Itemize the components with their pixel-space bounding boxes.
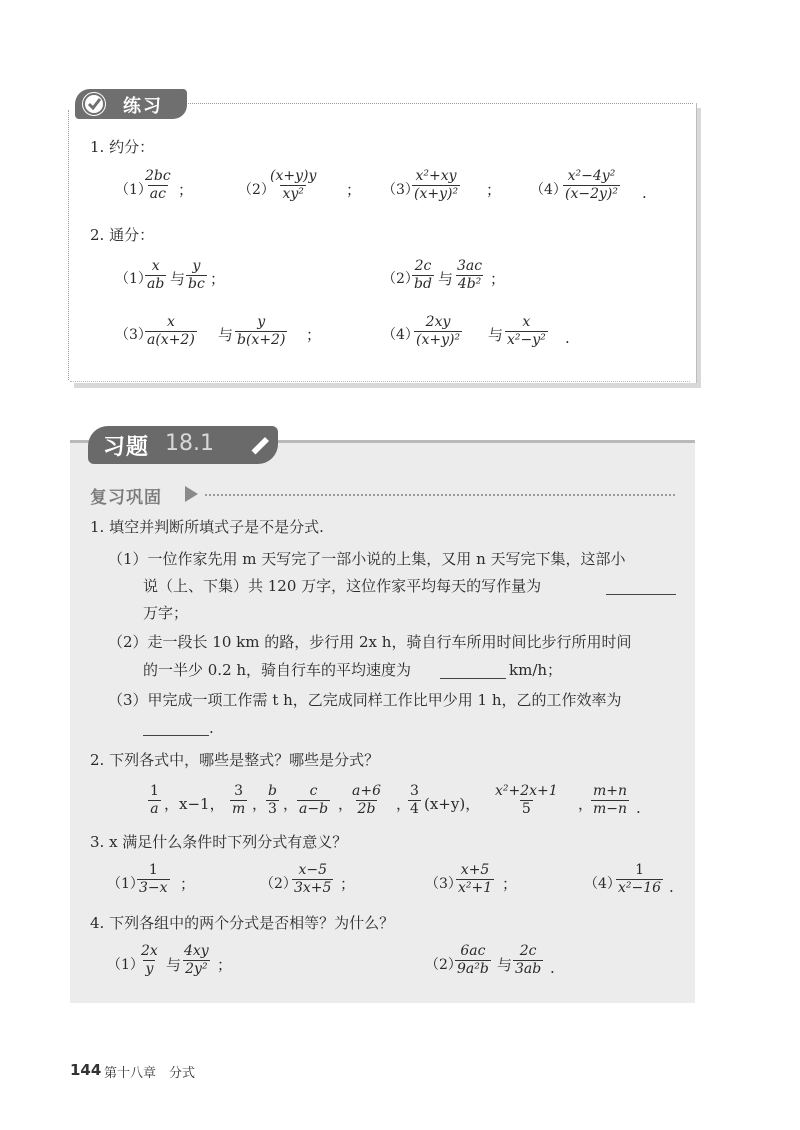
exercise-q1-1-line2: 说（上、下集）共 120 万字，这位作家平均每天的写作量为 — [143, 577, 542, 595]
practice-q2-item-2-label: （2） — [382, 271, 419, 287]
exercise-q1-1-line1: （1）一位作家先用 m 天写完了一部小说的上集，又用 n 天写完下集，这部小 — [108, 550, 626, 568]
q3-item-4-fraction: $\frac{1}{\text{x²−16}}$ — [618, 862, 662, 896]
page-number: 144 — [70, 1061, 102, 1079]
practice-q1-item-3-fraction: $\frac{\text{x²+xy}}{\text{(x+y)²}}$ — [414, 168, 459, 202]
q2-expr-3: $\frac{3}{m}$ — [232, 783, 246, 817]
q4-item-2-label: （2） — [425, 957, 462, 973]
exercise-q1-2-line2b: km/h； — [509, 661, 563, 679]
practice-q2-stem: 2. 通分： — [90, 226, 155, 244]
exercise-q1-stem: 1. 填空并判断所填式子是不是分式. — [90, 518, 324, 536]
practice-box-left-border — [68, 110, 69, 380]
q4-item-1-joiner: 与 — [166, 956, 182, 974]
exercise-q4-stem: 4. 下列各组中的两个分式是否相等？为什么？ — [90, 914, 395, 932]
practice-q1-item-4-tail: . — [642, 184, 647, 202]
section-dotted-rule — [205, 494, 675, 496]
practice-q2-item-3-fraction-b: $\frac{y}{b(x+2)}$ — [237, 314, 286, 348]
practice-q2-item-2-tail: ； — [490, 270, 506, 288]
q2-comma-4: ， — [396, 795, 412, 813]
q3-item-2-fraction: $\frac{x-5}{3x+5}$ — [294, 862, 332, 896]
exercise-number: 18.1 — [165, 431, 214, 456]
q2-expr-8: $\frac{\text{x²+2x+1}}{5}$ — [495, 783, 558, 817]
q3-item-3-tail: ； — [502, 875, 518, 893]
q3-item-2-tail: ； — [340, 875, 356, 893]
practice-check-icon — [82, 92, 106, 116]
practice-q2-item-2-fraction-a: $\frac{2c}{bd}$ — [414, 258, 432, 292]
exercise-q1-2-line1: （2）走一段长 10 km 的路，步行用 2x h，骑自行车所用时间比步行所用时间 — [108, 633, 632, 651]
q3-item-2-label: （2） — [260, 876, 297, 892]
q4-item-2-joiner: 与 — [497, 956, 513, 974]
q3-item-1-tail: ； — [180, 875, 196, 893]
exercise-q3-stem: 3. x 满足什么条件时下列分式有意义？ — [90, 833, 348, 851]
practice-q1-item-4-label: （4） — [530, 182, 567, 198]
q4-item-2-tail: . — [550, 959, 555, 977]
practice-box-top-border — [183, 103, 693, 104]
practice-q2-item-2-joiner: 与 — [438, 270, 454, 288]
q2-expr-4: $\frac{b}{3}$ — [268, 783, 277, 817]
practice-q2-item-3-joiner: 与 — [218, 326, 234, 344]
section-arrow-icon — [185, 486, 198, 502]
exercise-q2-stem: 2. 下列各式中，哪些是整式？哪些是分式？ — [90, 751, 380, 769]
exercise-q1-3-tail: . — [209, 719, 214, 737]
practice-q1-item-3-label: （3） — [382, 182, 419, 198]
q3-item-1-label: （1） — [107, 876, 144, 892]
exercise-q1-1-line3: 万字； — [143, 604, 189, 622]
practice-box-bottom-border — [70, 381, 690, 382]
exercise-q1-2-line2a: 的一半少 0.2 h，骑自行车的平均速度为 — [143, 661, 412, 679]
practice-q2-item-4-joiner: 与 — [488, 326, 504, 344]
practice-q2-item-3-fraction-a: $\frac{x}{a(x+2)}$ — [147, 314, 195, 348]
chapter-title: 第十八章 分式 — [104, 1066, 196, 1081]
q3-item-4-tail: . — [669, 878, 674, 896]
practice-q2-item-1-joiner: 与 — [170, 270, 186, 288]
practice-q1-stem: 1. 约分： — [90, 138, 155, 156]
practice-q2-item-3-tail: ； — [306, 326, 322, 344]
q3-item-1-fraction: $\frac{1}{3-x}$ — [139, 862, 168, 896]
q3-item-3-fraction: $\frac{x+5}{\text{x²+1}}$ — [458, 862, 493, 896]
q2-comma-2: ， — [283, 795, 299, 813]
exercise-title: 习题 — [103, 435, 150, 460]
practice-q1-item-2-fraction: $\frac{(x+y)y}{\text{xy²}}$ — [270, 168, 317, 202]
answer-blank-q1-1[interactable] — [606, 578, 676, 595]
practice-q2-item-1-tail: ； — [210, 270, 226, 288]
q2-expr-7: $\frac{3}{4}$ — [410, 783, 419, 817]
q3-item-4-label: （4） — [584, 876, 621, 892]
practice-q1-item-2-tail: ； — [346, 181, 362, 199]
q2-comma-3: ， — [338, 795, 354, 813]
practice-q2-item-1-fraction-a: $\frac{x}{ab}$ — [147, 258, 165, 292]
q4-item-1-fraction-b: $\frac{4xy}{\text{2y²}}$ — [184, 943, 209, 977]
q3-item-3-label: （3） — [425, 876, 462, 892]
q4-item-2-fraction-b: $\frac{2c}{3ab}$ — [515, 943, 542, 977]
q2-end: . — [636, 799, 641, 817]
practice-q2-item-3-label: （3） — [115, 327, 152, 343]
practice-q1-item-4-fraction: $\frac{\text{x²−4y²}}{\text{(x−2y)²}}$ — [565, 168, 618, 202]
pencil-icon — [244, 433, 274, 465]
q4-item-1-tail: ； — [217, 956, 233, 974]
practice-q1-item-1-label: （1） — [115, 182, 152, 198]
practice-q2-item-2-fraction-b: $\frac{3ac}{\text{4b²}}$ — [457, 258, 483, 292]
q4-item-2-fraction-a: $\frac{6ac}{\text{9a²b}}$ — [457, 943, 489, 977]
practice-q2-item-1-fraction-b: $\frac{y}{bc}$ — [188, 258, 205, 292]
q4-item-1-label: （1） — [107, 957, 144, 973]
practice-q2-item-1-label: （1） — [115, 271, 152, 287]
practice-q1-item-1-fraction: $\frac{2bc}{ac}$ — [145, 168, 171, 202]
practice-q1-item-2-label: （2） — [238, 182, 275, 198]
q4-item-1-fraction-a: $\frac{2x}{y}$ — [141, 943, 158, 977]
q2-expr-5: $\frac{c}{a-b}$ — [299, 783, 329, 817]
practice-title: 练习 — [123, 96, 163, 117]
q2-expr-7-tail: (x+y)， — [424, 795, 481, 813]
section-label-review: 复习巩固 — [90, 488, 162, 508]
practice-q2-item-4-fraction-a: $\frac{2xy}{\text{(x+y)²}}$ — [416, 314, 461, 348]
answer-blank-q1-3[interactable] — [143, 719, 209, 736]
practice-q1-item-1-tail: ； — [178, 181, 194, 199]
practice-q2-item-4-tail: . — [565, 329, 570, 347]
q2-expr-9: $\frac{m+n}{m-n}$ — [593, 783, 628, 817]
answer-blank-q1-2[interactable] — [440, 662, 506, 679]
practice-q2-item-4-fraction-b: $\frac{x}{\text{x²−y²}}$ — [507, 314, 546, 348]
exercise-q1-3-line1: （3）甲完成一项工作需 t h，乙完成同样工作比甲少用 1 h，乙的工作效率为 — [108, 691, 622, 709]
q2-expr-2: ，x−1， — [164, 795, 225, 813]
q2-expr-1: $\frac{1}{a}$ — [150, 783, 159, 817]
q2-comma-1: ， — [252, 795, 268, 813]
q2-expr-6: $\frac{a+6}{2b}$ — [352, 783, 381, 817]
practice-q1-item-3-tail: ； — [486, 181, 502, 199]
q2-comma-5: ， — [578, 795, 594, 813]
practice-q2-item-4-label: （4） — [382, 327, 419, 343]
